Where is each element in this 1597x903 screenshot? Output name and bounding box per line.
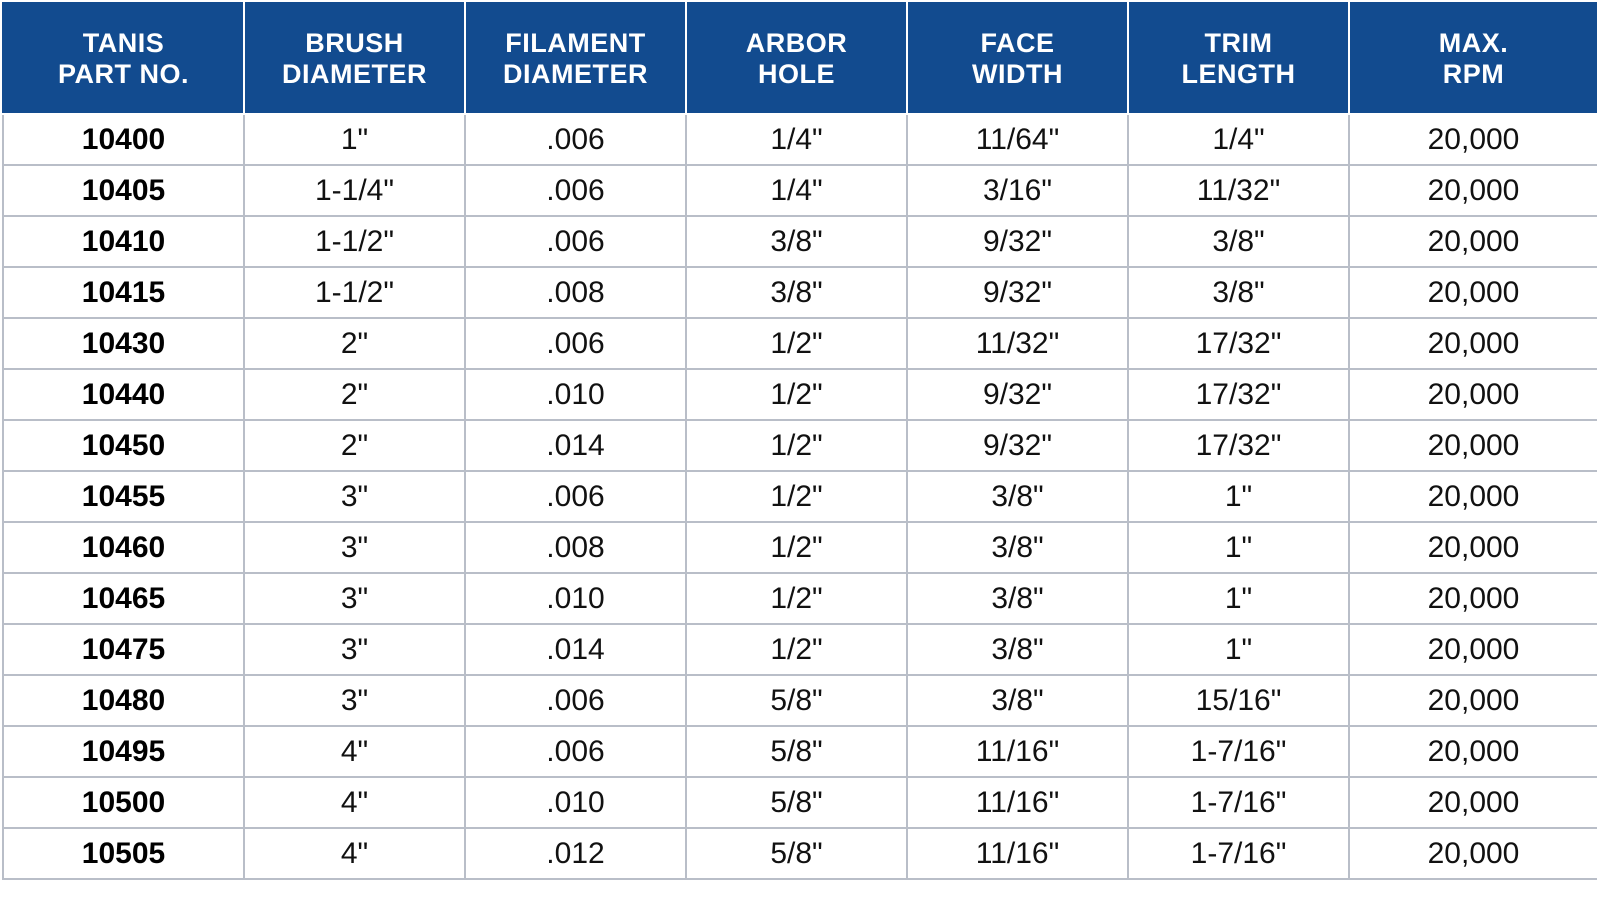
header-line: MAX. xyxy=(1438,27,1509,58)
brush-diameter-cell: 3" xyxy=(244,573,465,624)
table-row xyxy=(3,267,1597,318)
trim-length-cell: 1" xyxy=(1128,624,1349,675)
table-row xyxy=(3,216,1597,267)
table-row xyxy=(3,165,1597,216)
part-number-cell: 10475 xyxy=(3,624,244,675)
arbor-hole-cell: 5/8" xyxy=(686,726,907,777)
filament-diameter-cell: .012 xyxy=(465,828,686,879)
arbor-hole-cell: 1/2" xyxy=(686,471,907,522)
arbor-hole-cell: 1/2" xyxy=(686,420,907,471)
face-width-cell: 3/8" xyxy=(907,675,1128,726)
part-number-cell: 10400 xyxy=(3,114,244,165)
trim-length-cell: 17/32" xyxy=(1128,318,1349,369)
table-row xyxy=(3,420,1597,471)
face-width-cell: 11/32" xyxy=(907,318,1128,369)
face-width-cell: 11/16" xyxy=(907,777,1128,828)
face-width-cell: 3/8" xyxy=(907,624,1128,675)
table-header xyxy=(3,3,1597,114)
brush-diameter-cell: 1-1/2" xyxy=(244,216,465,267)
face-width-cell: 3/16" xyxy=(907,165,1128,216)
trim-length-cell: 3/8" xyxy=(1128,267,1349,318)
max-rpm-cell: 20,000 xyxy=(1349,828,1597,879)
table-row xyxy=(3,828,1597,879)
table-row xyxy=(3,624,1597,675)
filament-diameter-cell: .014 xyxy=(465,624,686,675)
trim-length-cell: 1-7/16" xyxy=(1128,726,1349,777)
max-rpm-cell: 20,000 xyxy=(1349,573,1597,624)
face-width-cell: 9/32" xyxy=(907,369,1128,420)
trim-length-cell: 15/16" xyxy=(1128,675,1349,726)
table-row xyxy=(3,471,1597,522)
max-rpm-cell: 20,000 xyxy=(1349,624,1597,675)
brush-diameter-cell: 3" xyxy=(244,624,465,675)
filament-diameter-cell: .006 xyxy=(465,114,686,165)
part-number-cell: 10415 xyxy=(3,267,244,318)
part-number-cell: 10450 xyxy=(3,420,244,471)
filament-diameter-cell: .006 xyxy=(465,675,686,726)
filament-diameter-cell: .014 xyxy=(465,420,686,471)
face-width-cell: 9/32" xyxy=(907,216,1128,267)
max-rpm-cell: 20,000 xyxy=(1349,318,1597,369)
max-rpm-cell: 20,000 xyxy=(1349,216,1597,267)
face-width-cell: 3/8" xyxy=(907,471,1128,522)
trim-length-cell: 1" xyxy=(1128,573,1349,624)
part-number-cell: 10430 xyxy=(3,318,244,369)
table-row xyxy=(3,114,1597,165)
brush-diameter-cell: 4" xyxy=(244,777,465,828)
trim-length-cell: 1" xyxy=(1128,471,1349,522)
arbor-hole-cell: 1/2" xyxy=(686,318,907,369)
max-rpm-cell: 20,000 xyxy=(1349,420,1597,471)
face-width-cell: 9/32" xyxy=(907,420,1128,471)
face-width-cell: 11/16" xyxy=(907,726,1128,777)
brush-diameter-cell: 1-1/2" xyxy=(244,267,465,318)
filament-diameter-cell: .010 xyxy=(465,573,686,624)
max-rpm-cell: 20,000 xyxy=(1349,522,1597,573)
brush-spec-table xyxy=(2,2,1597,880)
table-row xyxy=(3,726,1597,777)
max-rpm-cell: 20,000 xyxy=(1349,471,1597,522)
brush-diameter-cell: 2" xyxy=(244,369,465,420)
header-line: RPM xyxy=(1442,58,1505,89)
arbor-hole-cell: 5/8" xyxy=(686,675,907,726)
face-width-cell: 3/8" xyxy=(907,573,1128,624)
filament-diameter-cell: .010 xyxy=(465,777,686,828)
header-line: TRIM xyxy=(1204,27,1273,58)
trim-length-cell: 1-7/16" xyxy=(1128,828,1349,879)
table-row xyxy=(3,675,1597,726)
part-number-cell: 10455 xyxy=(3,471,244,522)
arbor-hole-cell: 1/4" xyxy=(686,114,907,165)
header-arbor-hole xyxy=(686,3,907,114)
part-number-cell: 10410 xyxy=(3,216,244,267)
face-width-cell: 3/8" xyxy=(907,522,1128,573)
arbor-hole-cell: 1/4" xyxy=(686,165,907,216)
brush-diameter-cell: 4" xyxy=(244,828,465,879)
brush-diameter-cell: 2" xyxy=(244,420,465,471)
brush-diameter-cell: 4" xyxy=(244,726,465,777)
face-width-cell: 9/32" xyxy=(907,267,1128,318)
table-row xyxy=(3,522,1597,573)
arbor-hole-cell: 3/8" xyxy=(686,267,907,318)
max-rpm-cell: 20,000 xyxy=(1349,675,1597,726)
header-line: DIAMETER xyxy=(503,58,648,89)
arbor-hole-cell: 3/8" xyxy=(686,216,907,267)
header-line: ARBOR xyxy=(745,27,848,58)
part-number-cell: 10495 xyxy=(3,726,244,777)
header-line: WIDTH xyxy=(972,58,1063,89)
max-rpm-cell: 20,000 xyxy=(1349,267,1597,318)
max-rpm-cell: 20,000 xyxy=(1349,726,1597,777)
part-number-cell: 10440 xyxy=(3,369,244,420)
brush-diameter-cell: 3" xyxy=(244,522,465,573)
filament-diameter-cell: .008 xyxy=(465,522,686,573)
header-row xyxy=(3,3,1597,114)
brush-diameter-cell: 1-1/4" xyxy=(244,165,465,216)
arbor-hole-cell: 5/8" xyxy=(686,828,907,879)
header-trim-length xyxy=(1128,3,1349,114)
table-body xyxy=(3,114,1597,879)
arbor-hole-cell: 1/2" xyxy=(686,573,907,624)
arbor-hole-cell: 1/2" xyxy=(686,522,907,573)
max-rpm-cell: 20,000 xyxy=(1349,165,1597,216)
brush-diameter-cell: 1" xyxy=(244,114,465,165)
header-line: FILAMENT xyxy=(505,27,646,58)
header-line: LENGTH xyxy=(1181,58,1296,89)
filament-diameter-cell: .006 xyxy=(465,318,686,369)
arbor-hole-cell: 5/8" xyxy=(686,777,907,828)
header-filament-diameter xyxy=(465,3,686,114)
filament-diameter-cell: .006 xyxy=(465,165,686,216)
trim-length-cell: 17/32" xyxy=(1128,420,1349,471)
trim-length-cell: 1" xyxy=(1128,522,1349,573)
trim-length-cell: 1-7/16" xyxy=(1128,777,1349,828)
filament-diameter-cell: .006 xyxy=(465,726,686,777)
max-rpm-cell: 20,000 xyxy=(1349,114,1597,165)
part-number-cell: 10465 xyxy=(3,573,244,624)
header-line: HOLE xyxy=(757,58,835,89)
header-line: BRUSH xyxy=(305,27,404,58)
table-row xyxy=(3,777,1597,828)
face-width-cell: 11/64" xyxy=(907,114,1128,165)
table-row xyxy=(3,318,1597,369)
filament-diameter-cell: .008 xyxy=(465,267,686,318)
brush-diameter-cell: 2" xyxy=(244,318,465,369)
face-width-cell: 11/16" xyxy=(907,828,1128,879)
arbor-hole-cell: 1/2" xyxy=(686,624,907,675)
header-face-width xyxy=(907,3,1128,114)
filament-diameter-cell: .010 xyxy=(465,369,686,420)
table-row xyxy=(3,369,1597,420)
header-line: DIAMETER xyxy=(282,58,427,89)
max-rpm-cell: 20,000 xyxy=(1349,777,1597,828)
part-number-cell: 10460 xyxy=(3,522,244,573)
table-row xyxy=(3,573,1597,624)
trim-length-cell: 11/32" xyxy=(1128,165,1349,216)
header-part-no xyxy=(3,3,244,114)
header-line: FACE xyxy=(980,27,1055,58)
part-number-cell: 10480 xyxy=(3,675,244,726)
header-max-rpm xyxy=(1349,3,1597,114)
part-number-cell: 10500 xyxy=(3,777,244,828)
brush-diameter-cell: 3" xyxy=(244,471,465,522)
brush-diameter-cell: 3" xyxy=(244,675,465,726)
trim-length-cell: 3/8" xyxy=(1128,216,1349,267)
max-rpm-cell: 20,000 xyxy=(1349,369,1597,420)
part-number-cell: 10405 xyxy=(3,165,244,216)
trim-length-cell: 1/4" xyxy=(1128,114,1349,165)
filament-diameter-cell: .006 xyxy=(465,471,686,522)
header-line: TANIS xyxy=(82,27,165,58)
arbor-hole-cell: 1/2" xyxy=(686,369,907,420)
trim-length-cell: 17/32" xyxy=(1128,369,1349,420)
part-number-cell: 10505 xyxy=(3,828,244,879)
header-line: PART NO. xyxy=(58,58,189,89)
filament-diameter-cell: .006 xyxy=(465,216,686,267)
header-brush-diameter xyxy=(244,3,465,114)
